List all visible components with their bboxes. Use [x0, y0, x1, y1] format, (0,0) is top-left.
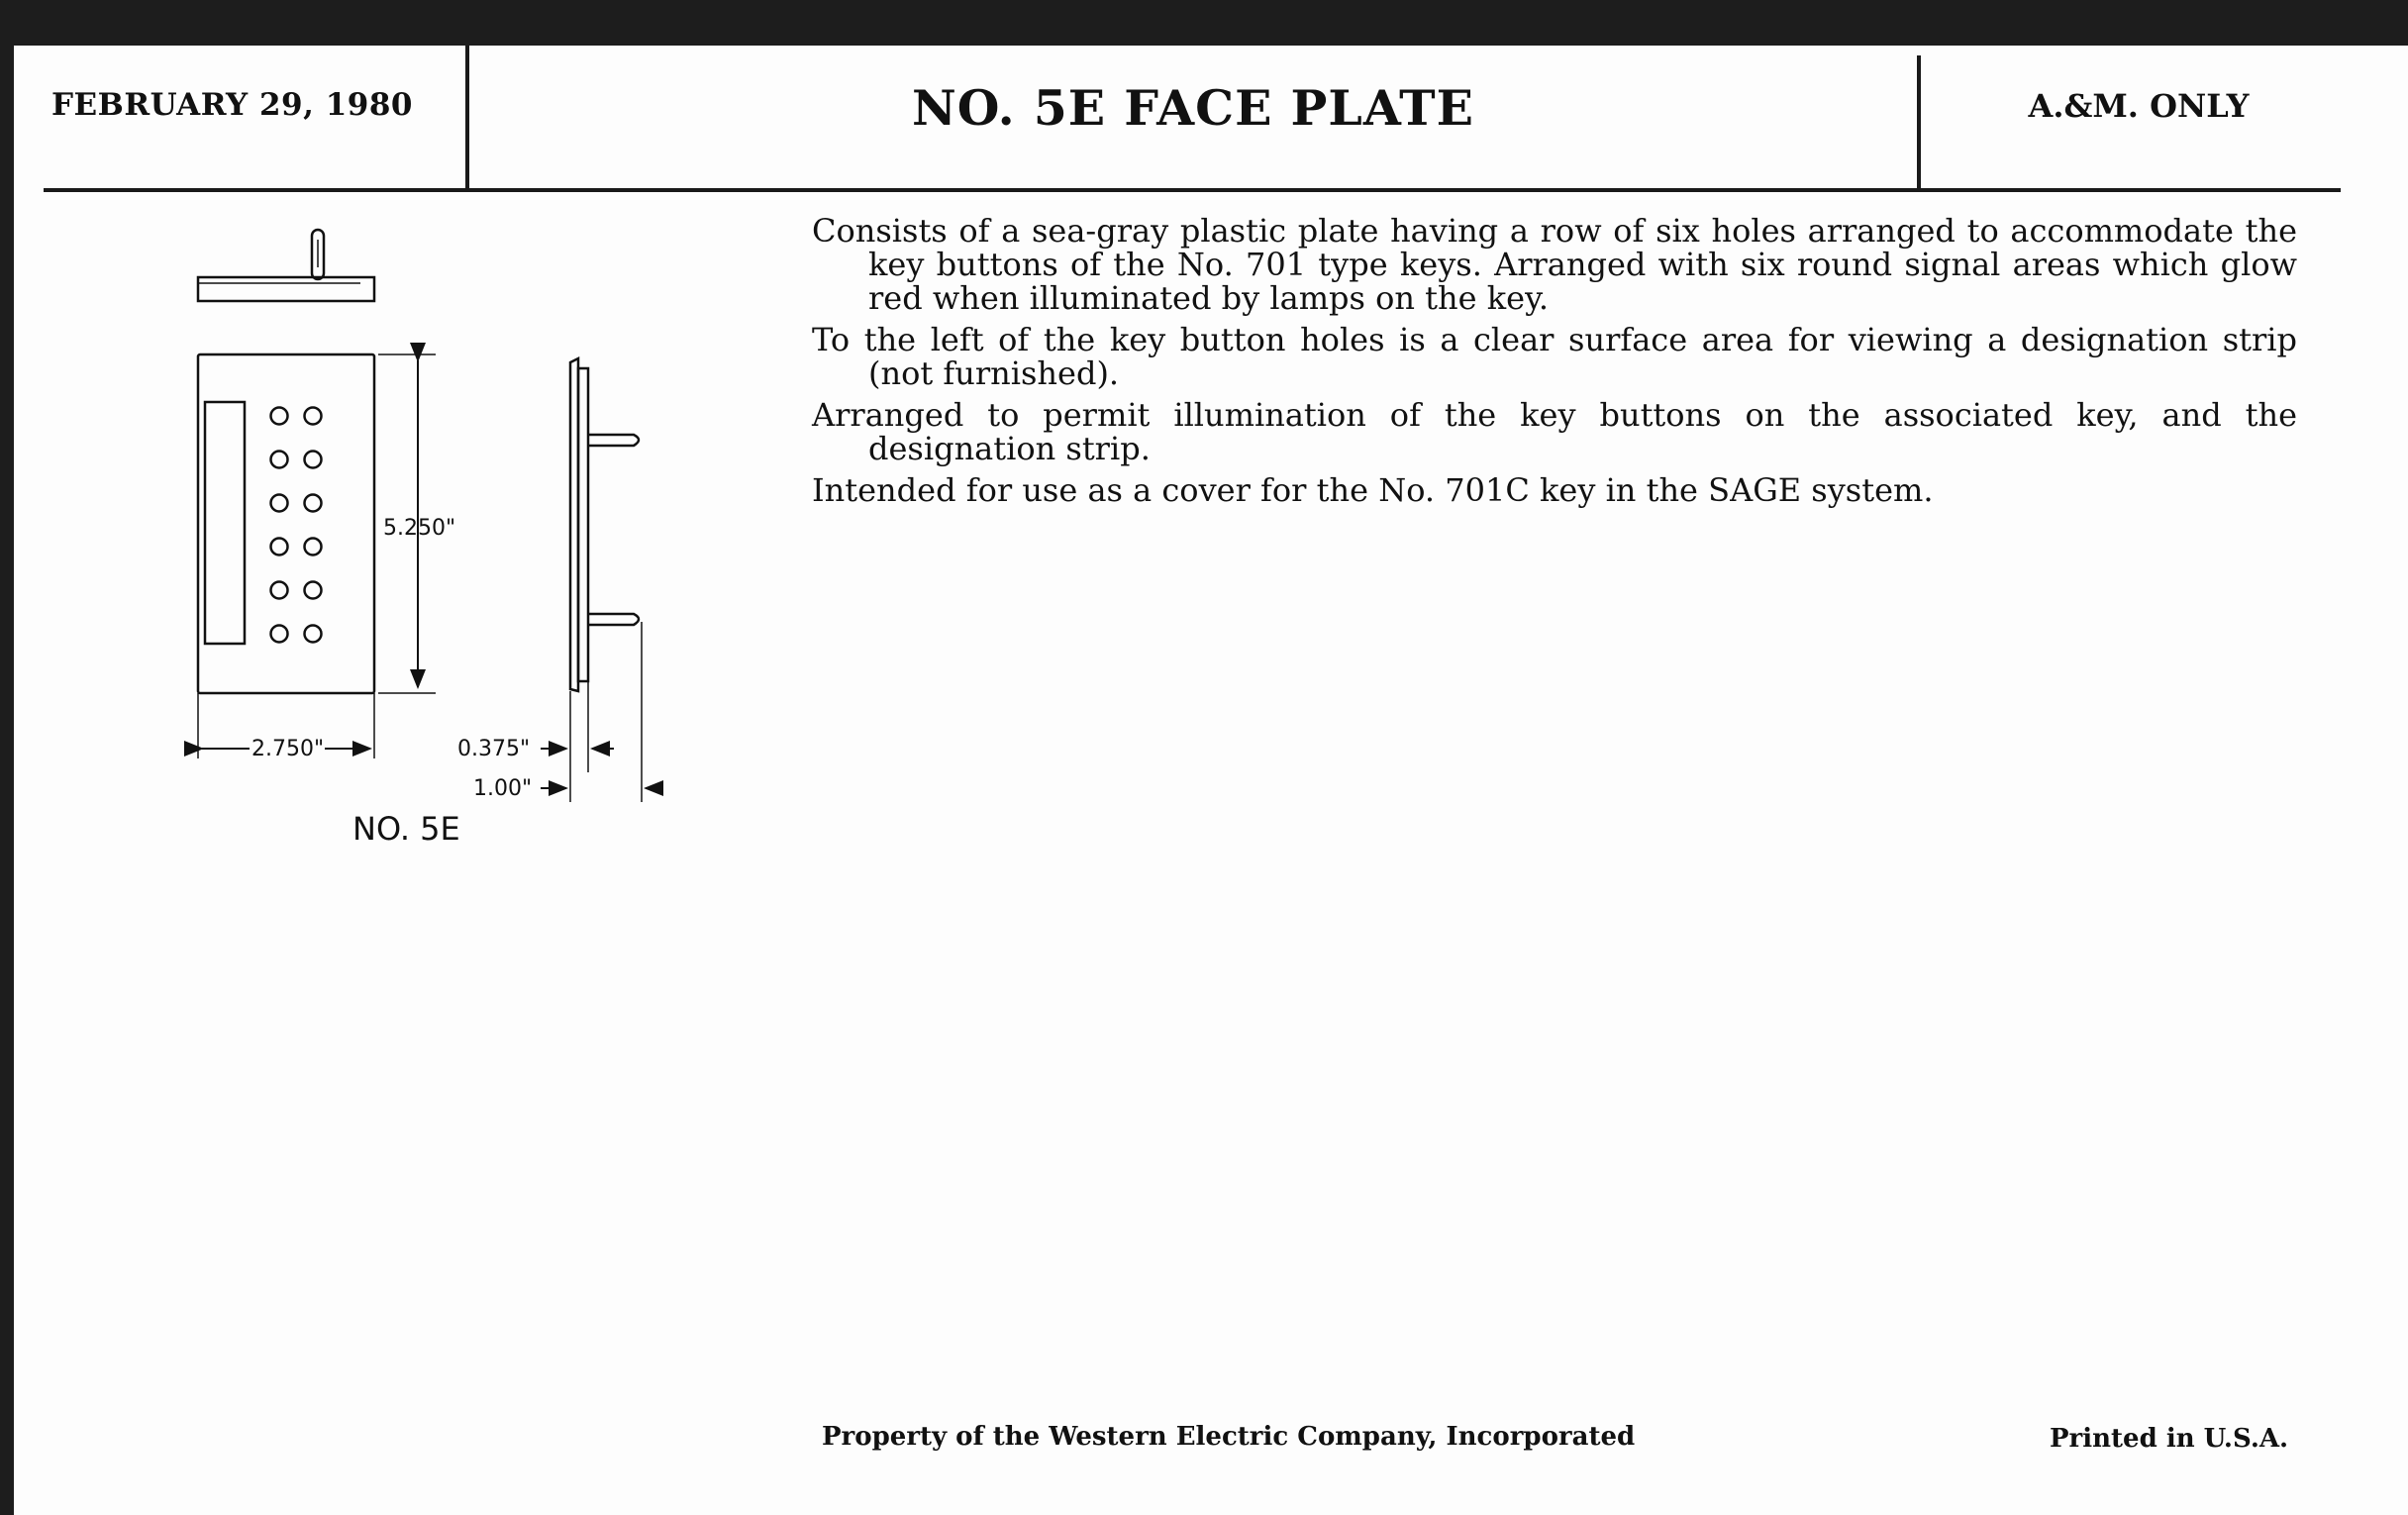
key-hole: [271, 408, 288, 425]
key-hole: [305, 626, 322, 643]
header-restriction: A.&M. ONLY: [2028, 87, 2250, 125]
description-paragraph: To the left of the key button holes is a clear surface area for viewing a designation strip (not furnished).: [812, 321, 2297, 392]
side-view-pin: [588, 614, 639, 625]
width-dimension-label: 2.750": [251, 737, 325, 761]
key-hole: [271, 539, 288, 556]
footer-property: Property of the Western Electric Company, Incorporated: [822, 1422, 1636, 1452]
depth-dimension-label: 1.00": [473, 776, 533, 801]
figure-caption: NO. 5E: [352, 810, 460, 848]
key-hole: [305, 495, 322, 512]
description-paragraph: Consists of a sea-gray plastic plate having a row of six holes arranged to accommodate the key buttons of the No. 701 type keys. Arranged with six round signal areas which glow red when illuminated by lamps on the key.: [812, 212, 2297, 317]
key-hole: [305, 408, 322, 425]
top-view-plate: [198, 277, 374, 301]
description-paragraph: Arranged to permit illumination of the key buttons on the associated key, and the designation strip.: [812, 396, 2297, 467]
front-view-plate: [198, 354, 374, 693]
thickness-dimension-label: 0.375": [457, 737, 531, 761]
key-hole: [271, 495, 288, 512]
key-hole: [305, 452, 322, 468]
description: [812, 214, 2297, 515]
key-hole: [305, 539, 322, 556]
height-dimension-label: 5.250": [383, 516, 456, 541]
key-hole: [271, 626, 288, 643]
key-hole: [271, 582, 288, 599]
scan-top-border: [0, 0, 2408, 46]
side-view-pin: [588, 435, 639, 446]
scan-left-border: [0, 0, 14, 1515]
footer-printed: Printed in U.S.A.: [2050, 1424, 2289, 1454]
side-view-plate-back: [578, 368, 588, 681]
designation-strip-window: [205, 402, 245, 644]
key-hole: [305, 582, 322, 599]
face-plate-drawing: [149, 208, 703, 861]
key-hole: [271, 452, 288, 468]
header-rule: [44, 188, 2341, 192]
header-date: FEBRUARY 29, 1980: [51, 87, 413, 123]
page-title: NO. 5E FACE PLATE: [911, 79, 1474, 137]
description-paragraph: Intended for use as a cover for the No. 701C key in the SAGE system.: [812, 471, 1934, 509]
